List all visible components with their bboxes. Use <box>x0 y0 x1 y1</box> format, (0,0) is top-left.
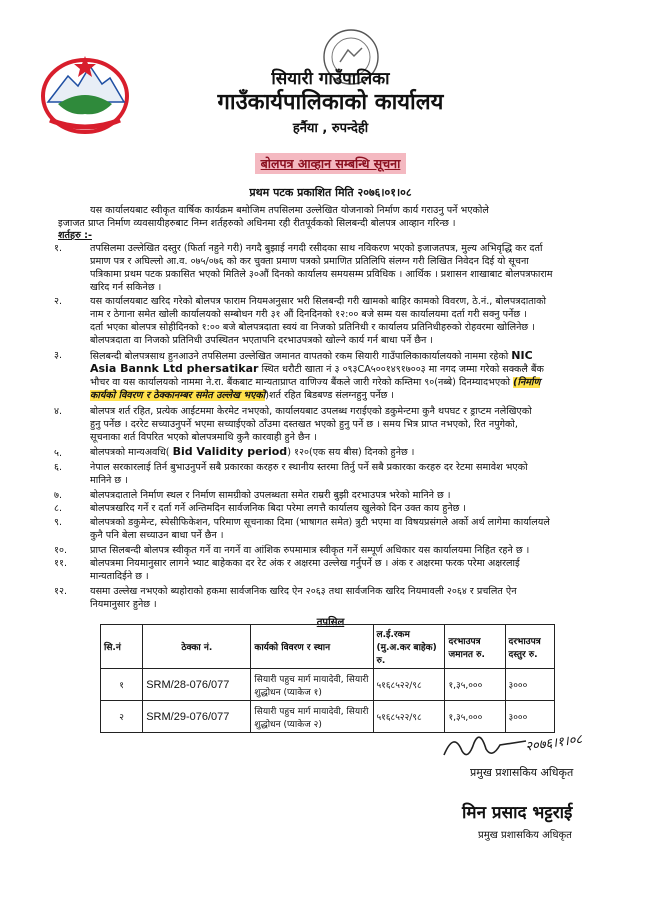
condition-line: बोलपत्रको डकुमेन्ट, स्पेसीफिकेशन, परिमाण सूचनाका दिमा (भाषागत समेत) त्रुटी भएमा वा विषयप्रसंगले अर्को अर्थ लागेमा कार्यालयले <box>90 517 550 528</box>
condition-line: सिलबन्दी बोलपत्रसाथ हुनआउने तपसिलमा उल्लेखित जमानत वापतको रकम सियारी गाउँपालिकाकार्यालयको नाममा रहेको NIC <box>90 349 533 362</box>
condition-line: बोलपत्रदाताले निर्माण स्थल र निर्माण सामग्रीको उपलब्धता समेत राम्ररी बुझी दरभाउपत्र भरेको मानिने छ । <box>90 490 451 501</box>
condition-line: तपसिलमा उल्लेखित दस्तुर (फिर्ता नहुने गरी) नगदै बुझाई नगदी रसीदका साथ नविकरण भएको इजाजतपत्र, मुल्य अभिवृद्धि कर दर्ता <box>90 243 543 254</box>
condition-line: Asia Bannk Ltd phersatikar स्थित धरौटी खाता नं ३ ०९३CA५००१४९१७००३ मा नगद जम्मा गरेको सक्कलै बैंक <box>90 362 544 375</box>
signature-scribble-icon <box>440 725 530 765</box>
col-header: कार्यको विवरण र स्थान <box>251 625 373 669</box>
col-header: दरभाउपत्र दस्तुर रु. <box>505 625 554 669</box>
cell-fee: ३००० <box>505 701 554 733</box>
condition-number: १२. <box>54 586 68 597</box>
signatory-name: मिन प्रसाद भट्टराई <box>462 803 573 823</box>
bank-name: Asia Bannk Ltd phersatikar <box>90 362 259 375</box>
cell-fee: ३००० <box>505 669 554 701</box>
col-header: ठेक्का नं. <box>143 625 251 669</box>
published-date: प्रथम पटक प्रकाशित मिति २०७६।०१।०८ <box>249 186 412 199</box>
condition-line: दर्ता भएका बोलपत्र सोहीदिनको १:०० बजे बोलपत्रदाता स्वयं वा निजको प्रतिनिधी र कार्यालय प्रतिनिधीहरुको रोहवरमा खोलिनेछ । <box>90 322 535 333</box>
condition-line: बोलपत्रमा नियमानुसार लागने भ्याट बाहेकका दर रेट अंक र अक्षरमा उल्लेख गर्नुपर्ने छ । अंक र अक्षरमा फरक परेमा अक्षरलाई <box>90 558 520 569</box>
highlighted-text: (निर्माण <box>513 377 541 388</box>
notice-title: बोलपत्र आव्हान सम्बन्धि सूचना <box>0 153 661 174</box>
condition-number: ८. <box>54 503 63 514</box>
condition-line: मान्यतादिईने छ । <box>90 571 149 582</box>
condition-line: भौचर वा यस कार्यालयको नाममा ने.रा. बैंकबाट मान्यताप्राप्त वाणिज्य बैंकले जारी गरेको कम्तिमा ९०(नब्बे) दिनम्यादभएको (निर्माण <box>90 377 541 388</box>
cell-estimate: ५१६८५२२/९८ <box>373 701 445 733</box>
municipality-title: गाउँकार्यपालिकाको कार्यालय <box>217 90 444 115</box>
cell-deposit: १,३५,००० <box>445 669 505 701</box>
cell-contract: SRM/28-076/077 <box>143 669 251 701</box>
condition-line: यसमा उल्लेख नभएको ब्यहोराको हकमा सार्वजनिक खरिद ऐन २०६३ तथा सार्वजनिक खरिद नियमावली २०६४ र प्रचलित ऐन <box>90 586 517 597</box>
condition-line: मानिने छ । <box>90 475 128 486</box>
highlighted-text: कार्यको विवरण र ठेक्कानम्बर समेत उल्लेख भएको <box>90 390 266 401</box>
condition-number: ६. <box>54 462 63 473</box>
condition-line: बोलपत्र शर्त रहित, प्रत्येक आईटममा केरमेट नभएको, कार्यालयबाट उपलब्ध गराईएको डकुमेन्टमा कुनै थपघट र ड्राप्टम नलेखिएको <box>90 406 532 417</box>
cell-contract: SRM/29-076/077 <box>143 701 251 733</box>
cell-description: सियारी पहुच मार्ग मायादेवी, सियारी शुद्धोधन (प्याकेज २) <box>251 701 373 733</box>
condition-line: प्रमाण पत्र र अघिल्लो आ.व. ०७५/०७६ को कर चुक्ता प्रमाण पत्रको प्रमाणित प्रतिलिपि संलग्न गरी लिखित निवेदन दिई यो सूचना <box>90 256 529 267</box>
condition-line: नाम र ठेगाना समेत खोली कार्यालयको सम्बोधन गरी ३१ औं दिनदिनको १२:०० बजे सम्म यस कार्यालयमा दर्ता गरी सक्नु पर्नेछ । <box>90 309 527 320</box>
intro-line: इजाजत प्राप्त निर्माण व्यवसायीहरुबाट निम्न शर्तहरुको अधिनमा रही रीतपूर्वकको सिलबन्दी बोलपत्र आव्हान गरिन्छ । <box>58 218 456 229</box>
condition-number: ७. <box>54 490 63 501</box>
condition-line: नेपाल सरकारलाई तिर्न बुभाउनुपर्ने सबै प्रकारका करहरु र स्थानीय स्तरमा तिर्नु पर्ने सबै प्रकारका करहरु दर रेटमा समावेश भएको <box>90 462 528 473</box>
condition-number: १. <box>54 243 63 254</box>
condition-number: ४. <box>54 406 63 417</box>
condition-line: बोलपत्रदाता वा निजको प्रतिनिधी उपस्थितन भएतापनि दरभाउपत्रको खोल्ने कार्य गर्न बाधा पर्ने छैन । <box>90 335 434 346</box>
condition-line: कुनै पनि बेला सच्याउन बाधा पर्ने छैन । <box>90 530 224 541</box>
signatory-title: प्रमुख प्रशासकिय अधिकृत <box>470 766 574 779</box>
condition-line: प्राप्त सिलबन्दी बोलपत्र स्वीकृत गर्ने वा नगर्ने वा आंशिक रुपमामात्र स्वीकृत गर्ने सम्पूर्ण अधिकार यस कार्यालयमा निहित रहने छ । <box>90 545 530 556</box>
condition-number: ११. <box>54 558 68 569</box>
table-row <box>101 669 555 701</box>
condition-line: नियमानुसार हुनेछ । <box>90 599 157 610</box>
office-name: सियारी गाउँपालिका <box>271 69 390 89</box>
condition-line: बोलपत्रखरिद गर्ने र दर्ता गर्ने अन्तिमदिन सार्वजनिक बिदा परेमा लगत्तै कार्यालय खुलेको दिन उक्त काय हुनेछ । <box>90 503 467 514</box>
bid-validity-term: Bid Validity period <box>172 445 288 458</box>
cell-deposit: १,३५,००० <box>445 701 505 733</box>
cell-sn: १ <box>101 669 143 701</box>
condition-number: १०. <box>54 545 68 556</box>
condition-line: पत्रिकामा प्रथम पटक प्रकासित भएको मितिले ३०औं दिनको कार्यालय समयसम्म प्रविधिक । आर्थिक । प्रशासन शाखाबाट बोलपत्रफाराम <box>90 269 553 280</box>
condition-number: २. <box>54 296 63 307</box>
col-header: सि.नं <box>101 625 143 669</box>
intro-line: यस कार्यालयबाट स्वीकृत वार्षिक कार्यक्रम बमोजिम तपसिलमा उल्लेखित योजनाको निर्माण कार्य गराउनु पर्ने भएकोले <box>90 205 489 216</box>
col-header: ल.ई.रकम (मु.अ.कर बाहेक) रु. <box>373 625 445 669</box>
condition-line: यस कार्यालयबाट खरिद गरेको बोलपत्र फाराम नियमअनुसार भरी सिलबन्दी गरी खामको बाहिर कामको विवरण, ठे.नं., बोलपत्रदाताको <box>90 296 546 307</box>
cell-description: सियारी पहुच मार्ग मायादेवी, सियारी शुद्धोधन (प्याकेज १) <box>251 669 373 701</box>
condition-line: खरिद गर्न सकिनेछ । <box>90 282 162 293</box>
table-header-row <box>101 625 555 669</box>
signature-date: २०७६।१।०८ <box>524 732 584 755</box>
condition-number: ३. <box>54 350 63 361</box>
address: हर्नैया , रुपन्देही <box>292 121 369 136</box>
table-caption: तपसिल <box>316 617 345 628</box>
conditions-label: शर्तहरु :- <box>58 230 92 241</box>
condition-line: बोलपत्रको मान्यअवधि( Bid Validity period) १२०(एक सय बीस) दिनको हुनेछ । <box>90 445 415 458</box>
bank-name: NIC <box>511 349 533 362</box>
condition-line: सूचनाका शर्त विपरित भएको बोलपत्रमाथि कुनै कारवाही हुने छैन । <box>90 432 317 443</box>
signatory-title-stamp: प्रमुख प्रशासकिय अधिकृत <box>478 830 572 841</box>
condition-line: हुनु पर्नेछ । दररेट सच्याउनुपर्ने भएमा सच्याईएको ठाँउमा दस्तखत भएको हुनु पर्ने छ । समय भित्र प्राप्त नभएको, रित नपुगेको, <box>90 419 518 430</box>
condition-number: ९. <box>54 517 63 528</box>
condition-number: ५. <box>54 448 63 459</box>
condition-line: कार्यको विवरण र ठेक्कानम्बर समेत उल्लेख भएको)शर्त रहित बिडबण्ड संलग्नहुनु पर्नेछ । <box>90 390 395 401</box>
cell-estimate: ५१६८५२२/९८ <box>373 669 445 701</box>
contract-table <box>100 624 555 733</box>
cell-sn: २ <box>101 701 143 733</box>
col-header: दरभाउपत्र जमानत रु. <box>445 625 505 669</box>
